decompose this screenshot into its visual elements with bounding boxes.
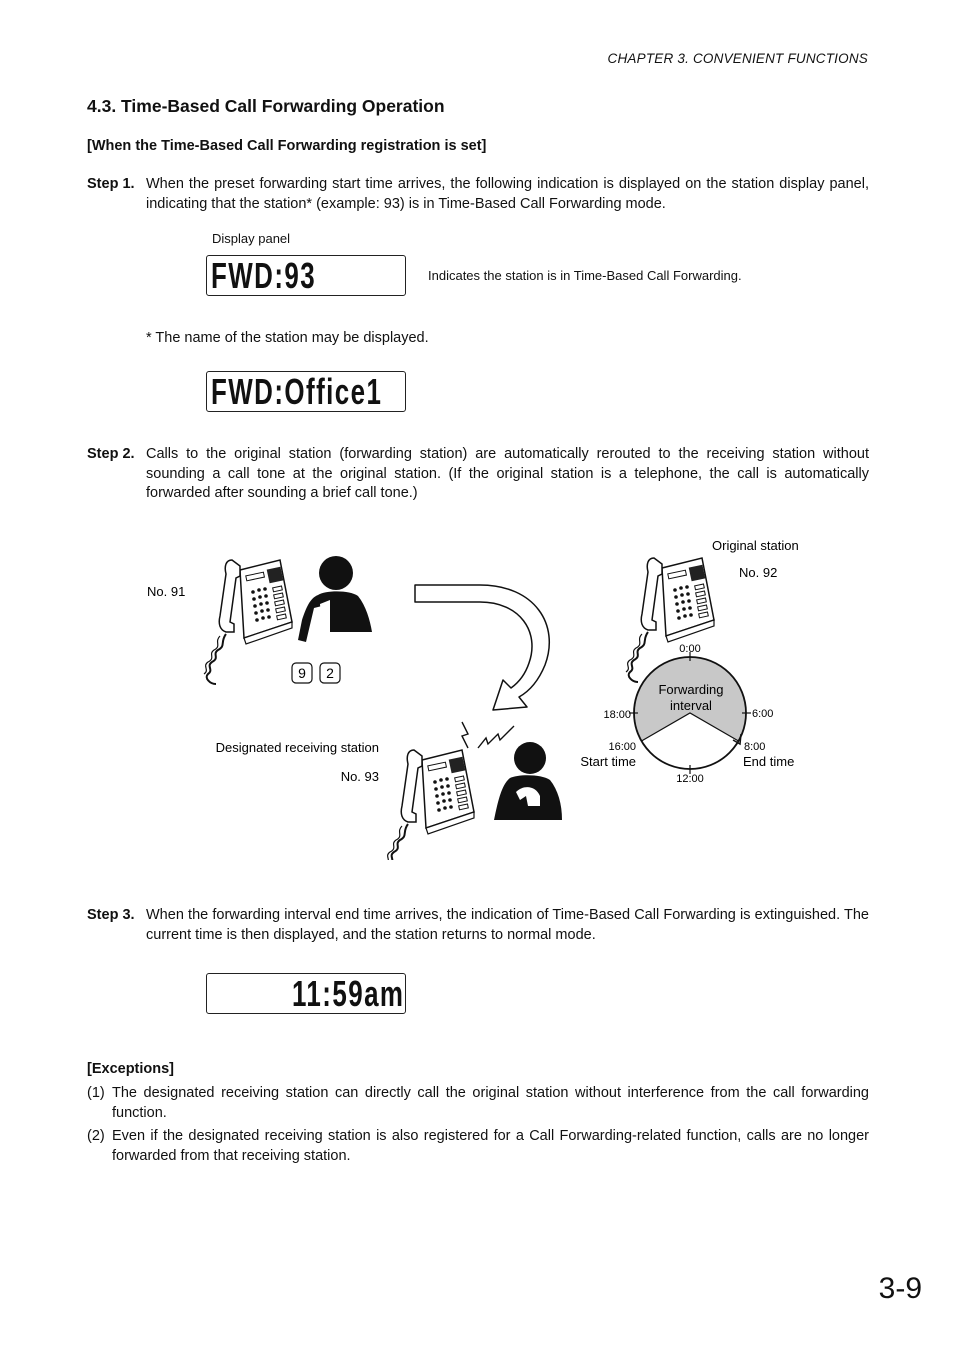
footnote: * The name of the station may be displayed. bbox=[146, 330, 429, 346]
interval-label-2: interval bbox=[670, 698, 712, 713]
person-icon-receiver bbox=[494, 742, 562, 820]
ring-icon bbox=[462, 722, 468, 748]
forwarding-diagram bbox=[0, 520, 954, 860]
clock-label-18: 18:00 bbox=[603, 709, 631, 721]
dial-key-2 bbox=[320, 663, 340, 683]
exception-number: (2) bbox=[87, 1128, 105, 1144]
end-time-label: End time bbox=[743, 754, 795, 769]
page-number: 3-9 bbox=[878, 1272, 922, 1305]
caller-number: No. 91 bbox=[147, 584, 186, 599]
receiving-station-number: No. 93 bbox=[340, 769, 379, 784]
step-1-label: Step 1. bbox=[87, 176, 135, 192]
dial-key-9 bbox=[292, 663, 312, 683]
display-panel-text: 11:59am bbox=[292, 973, 405, 1014]
phone-icon-93 bbox=[386, 750, 474, 860]
forwarding-arrow bbox=[415, 585, 549, 710]
step-1-text: When the preset forwarding start time arrives, the following indication is displayed on the station display panel, indicating that the station* (example: 93) is in Time-Based Call Forwarding mode. bbox=[146, 176, 869, 212]
receiving-station-label: Designated receiving station bbox=[215, 740, 379, 755]
ring-icon bbox=[478, 726, 514, 748]
display-panel-fwd-office bbox=[206, 371, 406, 412]
step-2-text: Calls to the original station (forwarding station) are automatically rerouted to the receiving station without sounding a call tone at the original station. (If the original station is a telephone, the call is automatically forwarded after sounding a brief call tone.) bbox=[146, 446, 869, 501]
start-time-label: Start time bbox=[580, 754, 636, 769]
phone-icon-91 bbox=[204, 560, 292, 684]
exception-item bbox=[87, 1084, 869, 1123]
dial-key-label: 2 bbox=[326, 665, 334, 681]
step-3-label: Step 3. bbox=[87, 907, 135, 923]
display-panel-time bbox=[206, 973, 406, 1014]
step-1 bbox=[87, 175, 869, 214]
person-icon-caller bbox=[298, 556, 372, 642]
section-title: 4.3. Time-Based Call Forwarding Operation bbox=[87, 96, 445, 116]
clock-label-end: 8:00 bbox=[744, 741, 766, 753]
display-panel-label: Display panel bbox=[212, 231, 291, 246]
exception-number: (1) bbox=[87, 1085, 105, 1101]
clock-label-start: 16:00 bbox=[608, 741, 636, 753]
exception-item bbox=[87, 1127, 869, 1166]
step-3-text: When the forwarding interval end time arrives, the indication of Time-Based Call Forwarding is extinguished. The current time is then displayed, and the station returns to normal mode. bbox=[146, 907, 869, 943]
original-station-number: No. 92 bbox=[739, 565, 778, 580]
display-panel-text: FWD:Office1 bbox=[211, 371, 383, 412]
step-2-label: Step 2. bbox=[87, 446, 135, 462]
display-panel-note: Indicates the station is in Time-Based Call Forwarding. bbox=[428, 268, 742, 283]
dial-key-label: 9 bbox=[298, 665, 306, 681]
exceptions-heading: [Exceptions] bbox=[87, 1061, 175, 1077]
clock-label-12: 12:00 bbox=[676, 773, 704, 785]
clock-label-6: 6:00 bbox=[752, 708, 774, 720]
interval-label-1: Forwarding bbox=[658, 682, 724, 697]
clock-chart bbox=[580, 643, 794, 785]
step-2 bbox=[87, 445, 869, 504]
exception-text: Even if the designated receiving station is also registered for a Call Forwarding-related function, calls are no longer forwarded from that receiving station. bbox=[112, 1128, 869, 1164]
original-station-label: Original station bbox=[712, 538, 799, 553]
display-panel-text: FWD:93 bbox=[211, 255, 317, 296]
step-3 bbox=[87, 906, 869, 945]
chapter-header: CHAPTER 3. CONVENIENT FUNCTIONS bbox=[607, 51, 868, 66]
exception-text: The designated receiving station can directly call the original station without interference from the call forwarding function. bbox=[112, 1085, 869, 1121]
display-panel-fwd-93 bbox=[206, 255, 406, 296]
clock-label-0: 0:00 bbox=[679, 643, 701, 655]
section-subtitle: [When the Time-Based Call Forwarding registration is set] bbox=[87, 138, 487, 154]
